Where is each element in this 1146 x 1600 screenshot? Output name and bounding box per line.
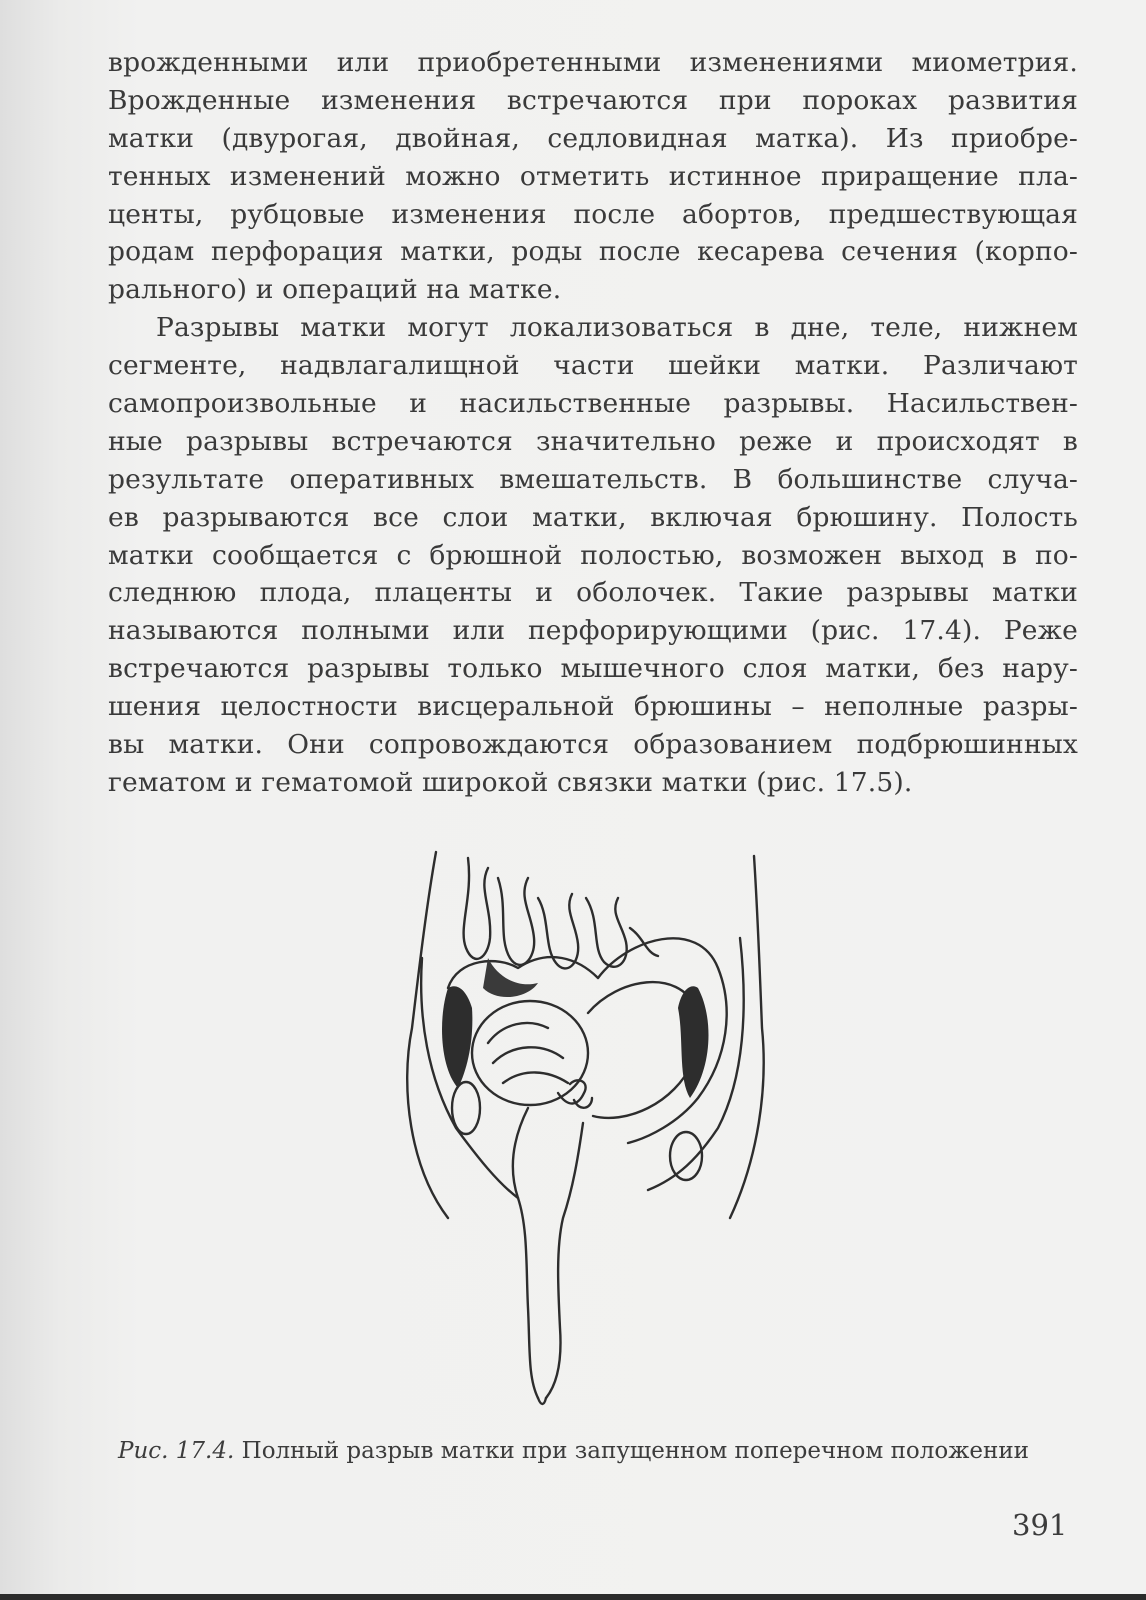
- text-line: вы матки. Они сопровождаются образованием подбрюшинных: [108, 729, 1078, 761]
- text-line: врожденными или приобретенными изменениями миометрия.: [108, 47, 1078, 78]
- text-line: шения целостности висцеральной брюшины – неполные разры-: [108, 691, 1078, 723]
- text-line: ные разрывы встречаются значительно реже и происходят в: [108, 425, 1078, 457]
- text-line: называются полными или перфорирующими (рис. 17.4). Реже: [108, 615, 1078, 647]
- caption-label: Рис. 17.4.: [118, 1438, 235, 1464]
- page-number: 391: [1012, 1508, 1068, 1542]
- text-line: матки (двурогая, двойная, седловидная матка). Из приобре-: [108, 122, 1078, 154]
- text-line: рального) и операций на матке.: [108, 274, 562, 306]
- text-line: встречаются разрывы только мышечного слоя матки, без нару-: [108, 653, 1078, 685]
- text-line: Разрывы матки могут локализоваться в дне, теле, нижнем: [156, 312, 1078, 344]
- uterine-rupture-illustration: [378, 838, 778, 1418]
- text-line: родам перфорация матки, роды после кесарева сечения (корпо-: [108, 236, 1078, 268]
- text-line: центы, рубцовые изменения после абортов, предшествующая: [108, 198, 1078, 230]
- caption-text: Полный разрыв матки при запущенном поперечном положении: [241, 1438, 1029, 1464]
- text-line: ев разрываются все слои матки, включая брюшину. Полость: [108, 501, 1078, 533]
- text-line: сегменте, надвлагалищной части шейки матки. Различают: [108, 350, 1078, 382]
- figure-caption: [118, 1436, 1078, 1466]
- text-line: тенных изменений можно отметить истинное приращение пла-: [108, 160, 1078, 192]
- text-line: результате оперативных вмешательств. В большинстве случа-: [108, 463, 1078, 495]
- scan-edge: [0, 1594, 1146, 1600]
- text-line: самопроизвольные и насильственные разрывы. Насильствен-: [108, 388, 1078, 420]
- text-line: гематом и гематомой широкой связки матки (рис. 17.5).: [108, 766, 913, 798]
- text-line: матки сообщается с брюшной полостью, возможен выход в по-: [108, 539, 1078, 571]
- text-line: следнюю плода, плаценты и оболочек. Такие разрывы матки: [108, 577, 1078, 609]
- body-text: [108, 44, 1078, 802]
- text-line: Врожденные изменения встречаются при пороках развития: [108, 84, 1078, 116]
